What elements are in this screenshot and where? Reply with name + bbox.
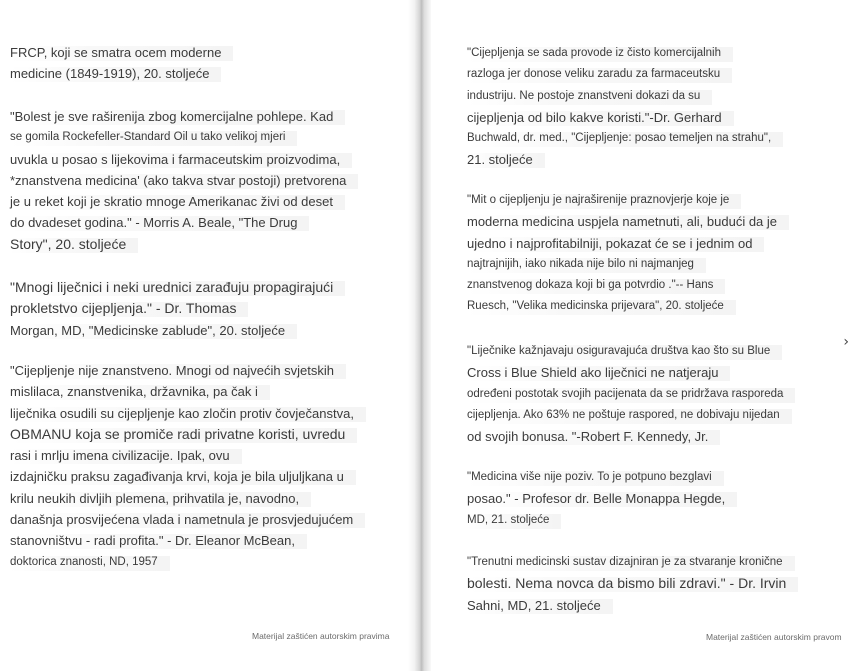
text-line: najtrajnijih, iako nikada nije bilo ni najmanjeg <box>467 254 706 275</box>
text-line: "Medicina više nije poziv. To je potpuno bezglavi <box>467 467 724 488</box>
quote-block <box>467 341 795 447</box>
text-line: FRCP, koji se smatra ocem moderne <box>10 42 233 63</box>
text-line: do dvadeset godina." - Morris A. Beale, "The Drug <box>10 212 309 233</box>
text-line: stanovništvu - radi profita." - Dr. Eleanor McBean, <box>10 530 307 551</box>
text-line: je u reket koji je skratio mnoge Amerikanac živi od deset <box>10 191 345 212</box>
text-line: Buchwald, dr. med., "Cijepljenje: posao temeljen na strahu", <box>467 128 783 149</box>
text-line: prokletstvo cijepljenja." - Dr. Thomas <box>10 298 248 319</box>
text-line: medicine (1849-1919), 20. stoljeće <box>10 63 221 84</box>
right-page <box>431 0 849 671</box>
text-line: Morgan, MD, "Medicinske zablude", 20. stoljeće <box>10 320 297 341</box>
text-line: Story", 20. stoljeće <box>10 234 138 255</box>
quote-block <box>10 106 358 255</box>
text-line: industriju. Ne postoje znanstveni dokazi da su <box>467 86 712 107</box>
text-line: određeni postotak svojih pacijenata da se pridržava rasporeda <box>467 384 795 405</box>
text-line: znanstvenog dokaza koji bi ga potvrdio ."-- Hans <box>467 275 725 296</box>
text-line: OBMANU koja se promiče radi privatne koristi, uvredu <box>10 424 357 445</box>
text-line: "Liječnike kažnjavaju osiguravajuća društva kao što su Blue <box>467 341 782 362</box>
text-line: uvukla u posao s lijekovima i farmaceutskim proizvodima, <box>10 149 352 170</box>
text-line: izdajničku praksu zagađivanja krvi, koja je bila uljuljkana u <box>10 466 356 487</box>
text-line: "Mnogi liječnici i neki urednici zarađuju propagirajući <box>10 277 345 298</box>
text-line: "Bolest je sve raširenija zbog komercijalne pohlepe. Kad <box>10 106 345 127</box>
text-line: cijepljenja. Ako 63% ne poštuje raspored, ne dobivaju nijedan <box>467 405 792 426</box>
text-line: MD, 21. stoljeće <box>467 510 561 531</box>
text-line: liječnika osudili su cijepljenje kao zločin protiv čovječanstva, <box>10 403 366 424</box>
text-line: se gomila Rockefeller-Standard Oil u tako velikoj mjeri <box>10 127 297 148</box>
text-line: "Cijepljenje nije znanstveno. Mnogi od najvećih svjetskih <box>10 360 346 381</box>
text-line: bolesti. Nema novca da bismo bili zdravi." - Dr. Irvin <box>467 573 798 594</box>
left-page <box>0 0 411 671</box>
quote-block <box>10 277 345 341</box>
quote-block <box>467 467 737 531</box>
text-line: "Mit o cijepljenju je najraširenije praznovjerje koje je <box>467 190 741 211</box>
text-line: "Trenutni medicinski sustav dizajniran je za stvaranje kronične <box>467 552 795 573</box>
text-line: *znanstvena medicina' (ako takva stvar postoji) pretvorena <box>10 170 358 191</box>
quote-block <box>10 360 366 573</box>
text-line: današnja prosvijećena vlada i nametnula je prosvjedujućem <box>10 509 365 530</box>
text-line: posao." - Profesor dr. Belle Monappa Hegde, <box>467 488 737 509</box>
text-line: moderna medicina uspjela nametnuti, ali, budući da je <box>467 211 789 232</box>
quote-block <box>467 552 798 616</box>
text-line: ujedno i najprofitabilniji, pokazat će se i jednim od <box>467 233 764 254</box>
text-line: krilu neukih divljih plemena, prihvatila je, navodno, <box>10 488 311 509</box>
text-line: Sahni, MD, 21. stoljeće <box>467 595 613 616</box>
text-line: "Cijepljenja se sada provode iz čisto komercijalnih <box>467 43 733 64</box>
quote-block <box>10 42 233 85</box>
text-line: od svojih bonusa. "-Robert F. Kennedy, Jr. <box>467 426 720 447</box>
quote-block <box>467 190 789 318</box>
text-line: doktorica znanosti, ND, 1957 <box>10 552 170 573</box>
text-line: Cross i Blue Shield ako liječnici ne natjeraju <box>467 362 730 383</box>
text-line: 21. stoljeće <box>467 149 545 170</box>
page-edge-arrow-icon: › <box>843 334 849 350</box>
text-line: cijepljenja od bilo kakve koristi."-Dr. Gerhard <box>467 107 734 128</box>
text-line: razloga jer donose veliku zaradu za farmaceutsku <box>467 64 732 85</box>
quote-block <box>467 43 783 171</box>
copyright-footer: Materijal zaštićen autorskim pravom <box>706 632 842 642</box>
text-line: mislilaca, znanstvenika, državnika, pa čak i <box>10 381 270 402</box>
text-line: rasi i mrlju imena civilizacije. Ipak, ovu <box>10 445 242 466</box>
copyright-footer: Materijal zaštićen autorskim pravima <box>252 631 390 641</box>
text-line: Ruesch, "Velika medicinska prijevara", 20. stoljeće <box>467 296 736 317</box>
